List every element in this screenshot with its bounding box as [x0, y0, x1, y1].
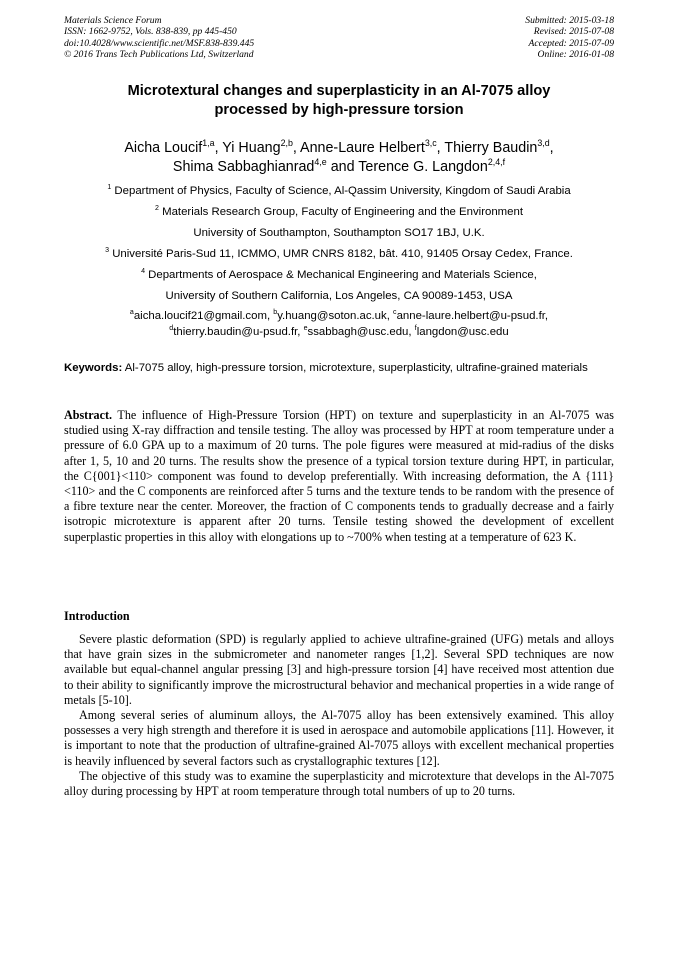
keywords-text: Al-7075 alloy, high-pressure torsion, microtexture, superplasticity, ultrafine-grained materials: [122, 362, 588, 374]
affiliation-2-cont: University of Southampton, Southampton SO17 1BJ, U.K.: [193, 227, 485, 240]
keywords-label: Keywords:: [64, 362, 123, 374]
intro-paragraph-2: Among several series of aluminum alloys, the Al-7075 alloy has been extensively examined. This alloy possesses a very high strength and therefore it is used in aerospace and automobile applications [11]. However, it is important to note that the production of ultrafine-grained Al-7075 alloys with excellent mechanical properties is heavily influenced by several factors such as crystallographic textures [12].: [64, 708, 614, 768]
affiliation-sup: 4: [141, 268, 145, 276]
author-affil-sup: 2,b: [280, 138, 293, 149]
email-sup: b: [273, 308, 278, 316]
journal-name: Materials Science Forum: [64, 15, 162, 26]
email-d[interactable]: thierry.baudin@u-psud.fr,: [173, 325, 304, 338]
affiliation-sup: 1: [107, 184, 112, 192]
paper-title: [64, 82, 614, 120]
revised-date: Revised: 2015-07-08: [533, 26, 614, 38]
author-name: Anne-Laure Helbert: [300, 140, 425, 156]
email-c[interactable]: anne-laure.helbert@u-psud.fr,: [396, 309, 549, 322]
email-f[interactable]: langdon@usc.edu: [416, 325, 509, 338]
author-affil-sup: 3,c: [424, 138, 437, 149]
affiliation-3: [64, 244, 614, 265]
publication-info: [64, 15, 254, 61]
author-name: Terence G. Langdon: [358, 159, 488, 175]
copyright: © 2016 Trans Tech Publications Ltd, Switzerland: [64, 49, 254, 61]
email-sup: f: [414, 324, 417, 332]
author-name: Thierry Baudin: [444, 140, 538, 156]
affiliation-sup: 2: [155, 205, 159, 213]
author-name: Aicha Loucif: [124, 140, 203, 156]
author-name: Shima Sabbaghianrad: [172, 159, 315, 175]
online-date: Online: 2016-01-08: [537, 49, 614, 61]
history-dates: [525, 15, 614, 61]
affiliation-text: Materials Research Group, Faculty of Engineering and the Environment: [162, 206, 523, 219]
affiliations: [64, 181, 614, 340]
email-line-1: [64, 308, 614, 324]
affiliation-text: Department of Physics, Faculty of Science, Al-Qassim University, Kingdom of Saudi Arabia: [114, 185, 571, 197]
email-sup: d: [169, 324, 174, 332]
author-separator: ,: [436, 140, 445, 156]
author-name: Yi Huang: [222, 140, 281, 156]
author-separator: ,: [549, 140, 554, 156]
author-affil-sup: 3,d: [537, 138, 550, 149]
abstract-label: Abstract.: [64, 408, 113, 422]
author-affil-sup: 2,4,f: [487, 157, 506, 168]
doi: doi:10.4028/www.scientific.net/MSF.838-839.445: [64, 37, 255, 49]
author-line-1: [64, 139, 614, 158]
title-line-1: Microtextural changes and superplasticity in an Al-7075 alloy: [127, 83, 551, 99]
affiliation-1: [64, 181, 614, 202]
author-list: [64, 139, 614, 177]
abstract-text: The influence of High-Pressure Torsion (HPT) on texture and superplasticity in an Al-7075 was studied using X-ray diffraction and tensile testing. The alloy was processed by HPT at room temperature under a pressure of 6.0 GPA up to a maximum of 20 turns. The pole figures were measured at mid-radius of the disks after 1, 5, 10 and 20 turns. The results show the presence of a typical torsion texture during HPT, in particular, the C{001}<110> component was found to develop preferentially. With increasing deformation, the A {111}<110> and the C components are reinforced after 5 turns and the texture tends to be random with the presence of a fibre texture near the center. Moreover, the fraction of C components tends to gradually decrease and a fairly isotropic microtexture is apparent after 20 turns. Tensile testing showed the development of excellent superplastic properties in this alloy with elongations up to ~700% when testing at a temperature of 623 K.: [64, 408, 614, 544]
author-separator: ,: [214, 140, 223, 156]
email-sup: c: [393, 308, 397, 316]
introduction-heading: Introduction: [64, 609, 130, 623]
affiliation-text: Université Paris-Sud 11, ICMMO, UMR CNRS 8182, bât. 410, 91405 Orsay Cedex, France.: [112, 248, 573, 261]
email-sup: e: [303, 324, 308, 332]
author-affil-sup: 1,a: [202, 138, 215, 149]
submitted-date: Submitted: 2015-03-18: [525, 15, 614, 26]
email-e[interactable]: ssabbagh@usc.edu,: [307, 325, 415, 338]
email-a[interactable]: aicha.loucif21@gmail.com,: [133, 309, 274, 322]
introduction-body: [64, 632, 614, 799]
intro-paragraph-3: The objective of this study was to examine the superplasticity and microtexture that develops in the Al-7075 alloy during processing by HPT at room temperature through total numbers of up to 20 turns.: [64, 768, 614, 799]
email-sup: a: [129, 308, 134, 316]
accepted-date: Accepted: 2015-07-09: [528, 37, 614, 49]
affiliation-4-cont: University of Southern California, Los Angeles, CA 90089-1453, USA: [165, 290, 513, 303]
affiliation-sup: 3: [105, 247, 110, 255]
affiliation-text: Departments of Aerospace & Mechanical Engineering and Materials Science,: [148, 269, 537, 282]
abstract-section: [64, 408, 614, 545]
issn: ISSN: 1662-9752, Vols. 838-839, pp 445-450: [64, 26, 237, 38]
author-separator: ,: [292, 140, 301, 156]
email-line-2: [64, 324, 614, 340]
author-affil-sup: 4,e: [314, 157, 327, 168]
email-b[interactable]: y.huang@soton.ac.uk,: [277, 309, 394, 322]
keywords-section: [64, 361, 614, 375]
intro-paragraph-1: Severe plastic deformation (SPD) is regularly applied to achieve ultrafine-grained (UFG) metals and alloys that have grain sizes in the submicrometer and nanometer ranges [1,2]. Several SPD techniques are now available but equal-channel angular pressing [3] and high-pressure torsion [4] have received most attention due to their ability to significantly improve the microstructural behavior and mechanical properties in a wide range of metals [5-10].: [64, 632, 614, 707]
author-separator: and: [326, 159, 359, 175]
author-line-2: [64, 158, 614, 177]
title-line-2: processed by high-pressure torsion: [214, 102, 464, 118]
affiliation-4: [64, 265, 614, 286]
affiliation-2: [64, 202, 614, 223]
